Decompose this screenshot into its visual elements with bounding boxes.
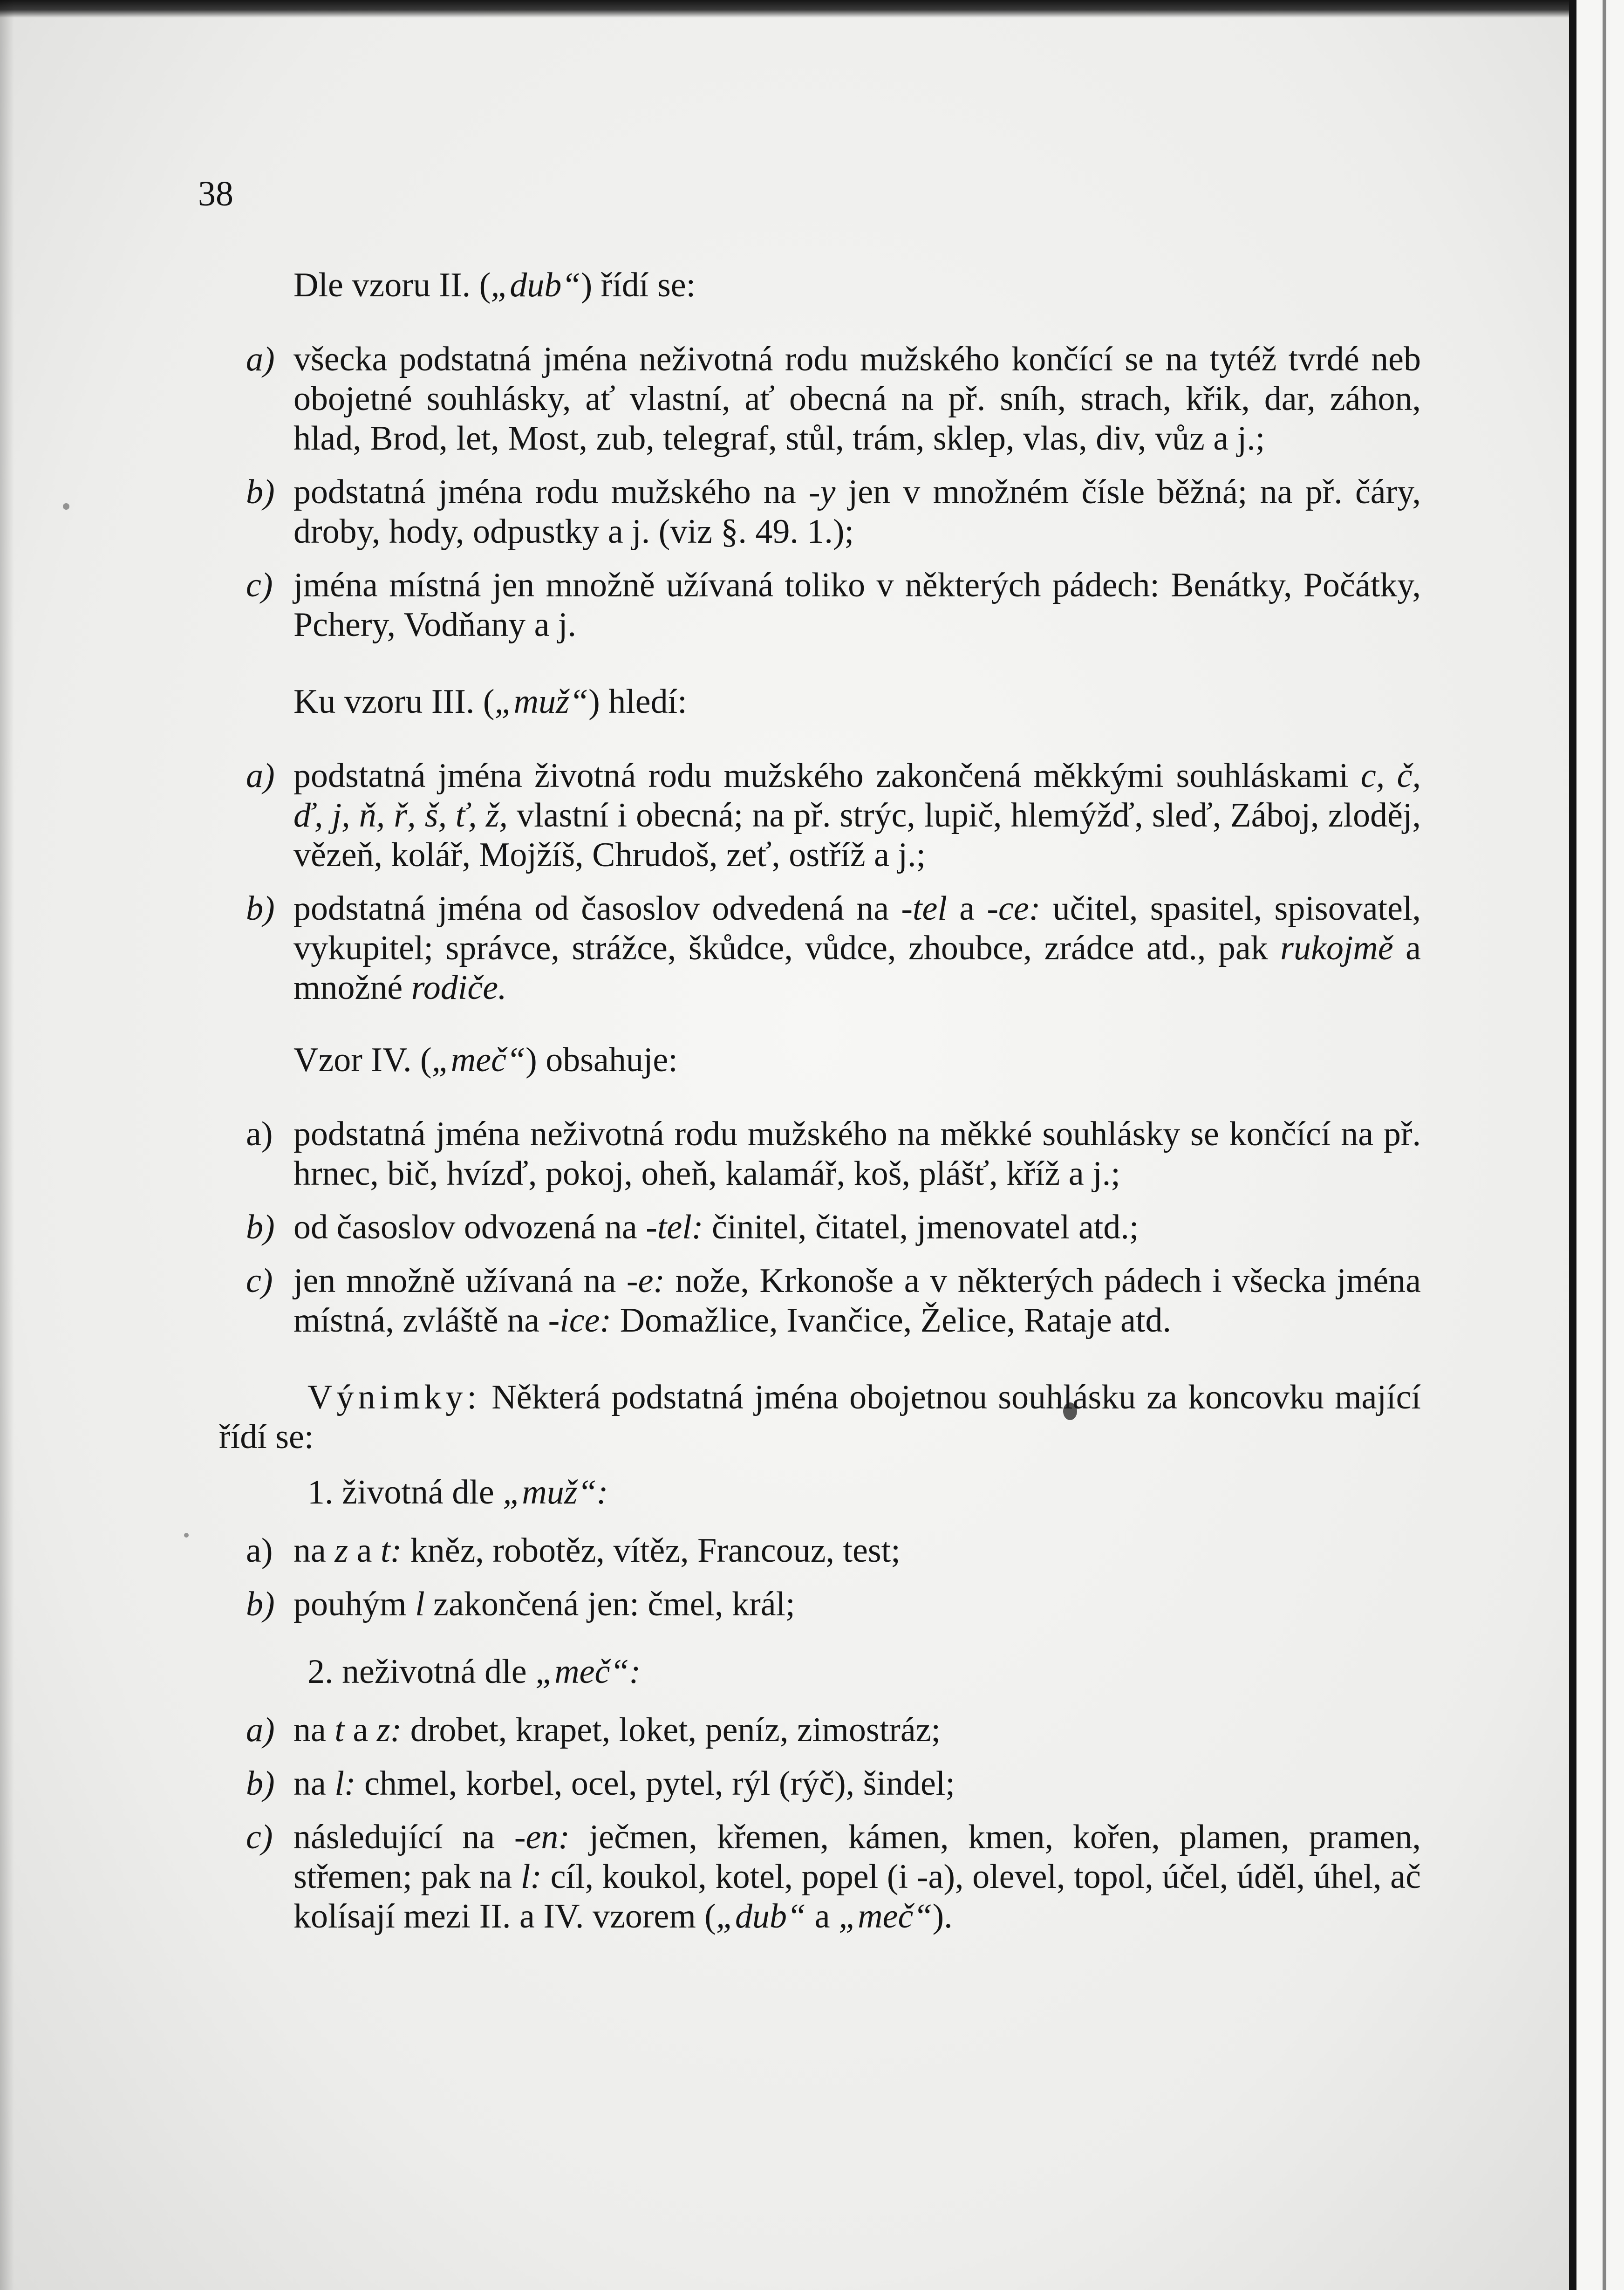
scan-top-edge [0,0,1624,18]
scan-right-border-inner [1603,0,1606,2290]
page-body [219,266,1421,1950]
list-marker: a) [246,340,275,378]
list-item-text: podstatná jména neživotná rodu mužského na měkké souhlásky se končící na př. hrnec, bič, hvízď, pokoj, oheň, kalamář, koš, plášť, kříž a j.; [293,1115,1421,1193]
list-item: b) podstatná jména od časoslov odvedená na -tel a -ce: učitel, spasitel, spisovatel, vykupitel; správce, strážce, škůdce, vůdce, zhoubce, zrádce atd., pak rukojmě a množné rodiče. [246,889,1421,1007]
exceptions-group-2-heading: 2. neživotná dle „meč“: [307,1653,641,1691]
list-item-text: všecka podstatná jména neživotná rodu mužského končící se na tytéž tvrdé neb obojetné souhlásky, ať vlastní, ať obecná na př. sníh, strach, křik, dar, záhon, hlad, Brod, let, Most, zub, telegraf, stůl, trám, sklep, vlas, div, vůz a j.; [293,340,1421,458]
exceptions-paragraph [219,1378,1421,1457]
list-marker: a) [246,1115,273,1153]
list-marker: a) [246,1711,275,1749]
list-marker: a) [246,757,275,795]
list-item: c) jen množně užívaná na -e: nože, Krkonoše a v některých pádech i všecka jména místná, zvláště na -ice: Domažlice, Ivančice, Želice, Rataje atd. [246,1262,1421,1340]
list-marker: b) [246,1585,275,1623]
list-item-text: jména místná jen množně užívaná toliko v některých pádech: Benátky, Počátky, Pchery, Vodňany a j. [293,566,1421,644]
exceptions-text: Některá podstatná jména obojetnou souhlásku za koncovku mající řídí se: [219,1378,1421,1456]
scan-right-border [1569,0,1576,2290]
ink-speck [63,503,69,510]
page-number: 38 [198,174,233,213]
list-item: a) na z a t: kněz, robotěz, vítěz, Francouz, test; [246,1531,901,1570]
list-item [219,566,1421,645]
exceptions-group-1-heading: 1. životná dle „muž“: [307,1473,608,1511]
exceptions-label: Výnimky: [307,1378,481,1416]
list-item: a) podstatná jména životná rodu mužského zakončená měkkými souhláskami c, č, ď, j, ň, ř, š, ť, ž, vlastní i obecná; na př. strýc, lupič, hlemýžď, sleď, Záboj, zloděj, vězeň, kolář, Mojžíš, Chrudoš, zeť, ostříž a j.; [246,757,1421,874]
list-item [219,1114,1421,1194]
pattern-ii-heading: Dle vzoru II. („dub“) řídí se: [293,266,696,304]
list-item [219,340,1421,458]
list-marker: b) [246,1764,275,1803]
list-item: b) podstatná jména rodu mužského na -y jen v množném čísle běžná; na př. čáry, droby, hody, odpustky a j. (viz §. 49. 1.); [246,473,1421,551]
list-marker: c) [246,1818,273,1856]
ink-speck [184,1533,189,1538]
list-marker: b) [246,473,275,511]
list-item: b) pouhým l zakončená jen: čmel, král; [246,1585,795,1623]
pattern-iv-heading: Vzor IV. („meč“) obsahuje: [293,1041,678,1079]
list-marker: c) [246,566,273,604]
list-marker: a) [246,1531,273,1570]
list-item: a) na t a z: drobet, krapet, loket, peníz, zimostráz; [246,1711,941,1749]
list-marker: b) [246,889,275,928]
pattern-iii-heading: Ku vzoru III. („muž“) hledí: [293,683,687,721]
list-marker: b) [246,1208,275,1246]
scan-left-shadow [0,0,14,2290]
list-item: b) od časoslov odvozená na -tel: činitel, čitatel, jmenovatel atd.; [246,1208,1139,1246]
list-marker: c) [246,1262,273,1300]
list-item: c) následující na -en: ječmen, křemen, kámen, kmen, kořen, plamen, pramen, střemen; pak na l: cíl, koukol, kotel, popel (i -a), olevel, topol, účel, úděl, úhel, ač kolísají mezi II. a IV. vzorem („dub“ a „meč“). [246,1818,1421,1935]
list-item: b) na l: chmel, korbel, ocel, pytel, rýl (rýč), šindel; [246,1764,955,1803]
scan-right-margin [1576,0,1624,2290]
